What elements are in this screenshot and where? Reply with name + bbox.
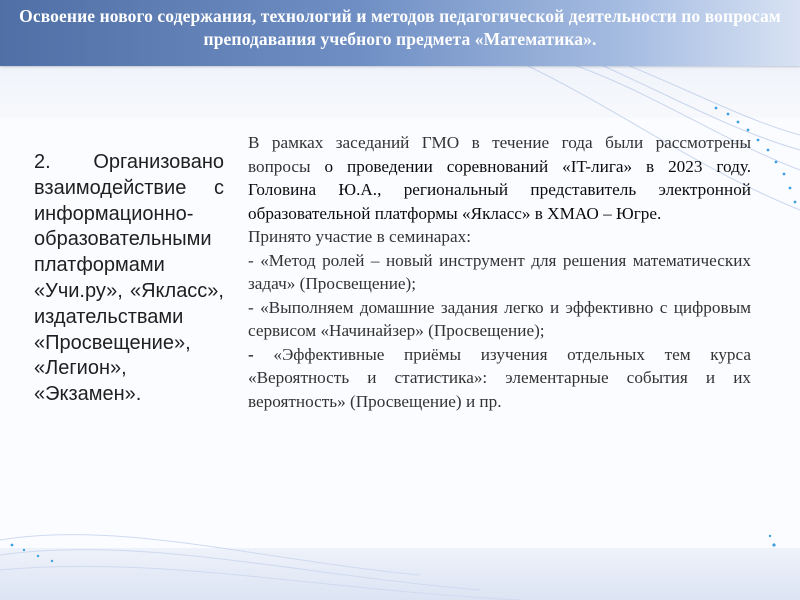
intro-dark: о проведении соревнований «IT-лига» в 2023 году. Головина Ю.А., региональный представитель электронной образовательной платформы «Якласс» в ХМАО – Югре.	[248, 156, 751, 223]
seminar-3-text: «Эффективные приёмы изучения отдельных тем курса «Вероятность и статистика»: элементарные события и их вероятность» (Просвещение) и пр.	[248, 344, 751, 411]
right-column-text	[248, 131, 751, 413]
seminar-item-1: - «Метод ролей – новый инструмент для решения математических задач» (Просвещение);	[248, 250, 751, 293]
intro-paragraph	[248, 131, 751, 225]
seminar-3-dash: -	[248, 344, 274, 364]
slide-title: Освоение нового содержания, технологий и методов педагогической деятельности по вопросам преподавания учебного предмета «Математика».	[19, 6, 781, 49]
seminar-item-2: - «Выполняем домашние задания легко и эффективно с цифровым сервисом «Начинайзер» (Просвещение);	[248, 297, 751, 340]
left-column-text: 2. Организовано взаимодействие с информационно-образовательными платформами «Учи.ру», «Якласс», издательствами «Просвещение», «Легион», «Экзамен».	[34, 151, 224, 406]
seminar-item-3	[248, 343, 751, 414]
intro-plain: В рамках заседаний ГМО в течение года были рассмотрены вопросы	[248, 133, 751, 176]
slide-header	[0, 0, 800, 66]
seminars-heading: Принято участие в семинарах:	[248, 227, 471, 246]
